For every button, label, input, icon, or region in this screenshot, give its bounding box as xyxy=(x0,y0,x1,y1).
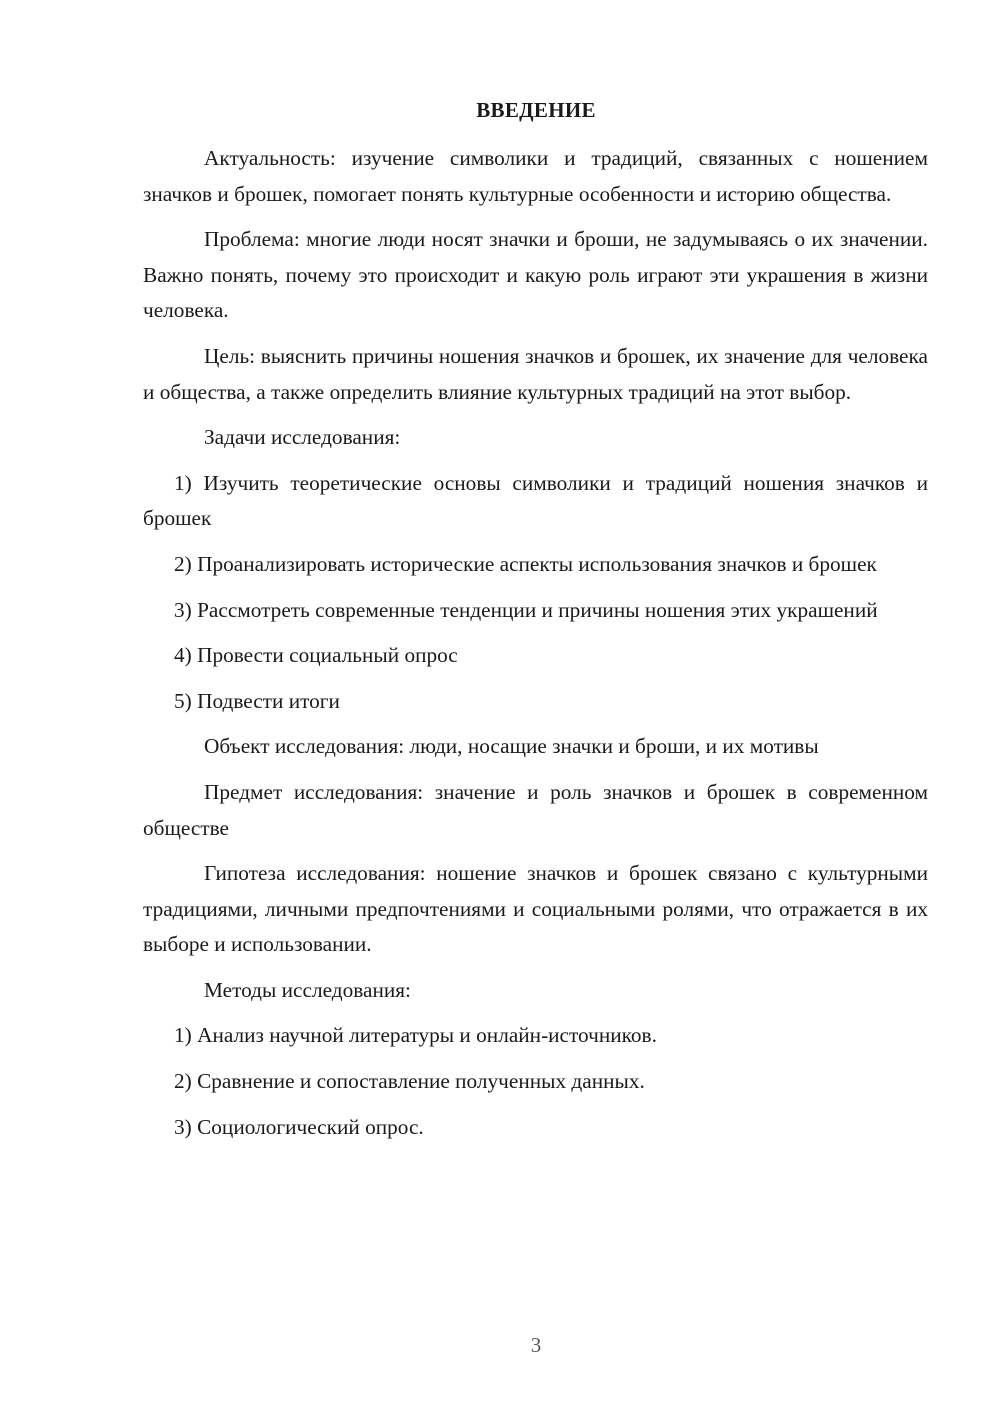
research-subject: Предмет исследования: значение и роль значков и брошек в современном обществе xyxy=(143,779,928,840)
problem-paragraph: Проблема: многие люди носят значки и броши, не задумываясь о их значении. Важно понять, почему это происходит и какую роль играют эти украшения в жизни человека. xyxy=(143,227,928,323)
goal-paragraph: Цель: выяснить причины ношения значков и брошек, их значение для человека и общества, а также определить влияние культурных традиций на этот выбор. xyxy=(143,343,928,404)
page-title: ВВЕДЕНИЕ xyxy=(476,98,596,122)
relevance-paragraph: Актуальность: изучение символики и традиций, связанных с ношением значков и брошек, помогает понять культурные особенности и историю общества. xyxy=(143,146,928,206)
task-item: 2) Проанализировать исторические аспекты использования значков и брошек xyxy=(174,551,877,576)
method-item: 3) Социологический опрос. xyxy=(174,1114,424,1139)
research-object: Объект исследования: люди, носащие значки и броши, и их мотивы xyxy=(204,734,819,759)
task-item: 4) Провести социальный опрос xyxy=(174,643,458,668)
task-item: 1) Изучить теоретические основы символики и традиций ношения значков и брошек xyxy=(143,470,928,531)
page-body xyxy=(143,141,928,1155)
methods-heading: Методы исследования: xyxy=(204,977,411,1002)
tasks-heading: Задачи исследования: xyxy=(204,425,401,450)
method-item: 1) Анализ научной литературы и онлайн-источников. xyxy=(174,1023,657,1048)
method-item: 2) Сравнение и сопоставление полученных данных. xyxy=(174,1069,645,1094)
research-hypothesis: Гипотеза исследования: ношение значков и брошек связано с культурными традициями, личными предпочтениями и социальными ролями, что отражается в их выборе и использовании. xyxy=(143,861,928,957)
task-item: 3) Рассмотреть современные тенденции и причины ношения этих украшений xyxy=(174,597,878,622)
page-number: 3 xyxy=(530,1333,542,1357)
task-item: 5) Подвести итоги xyxy=(174,688,340,713)
